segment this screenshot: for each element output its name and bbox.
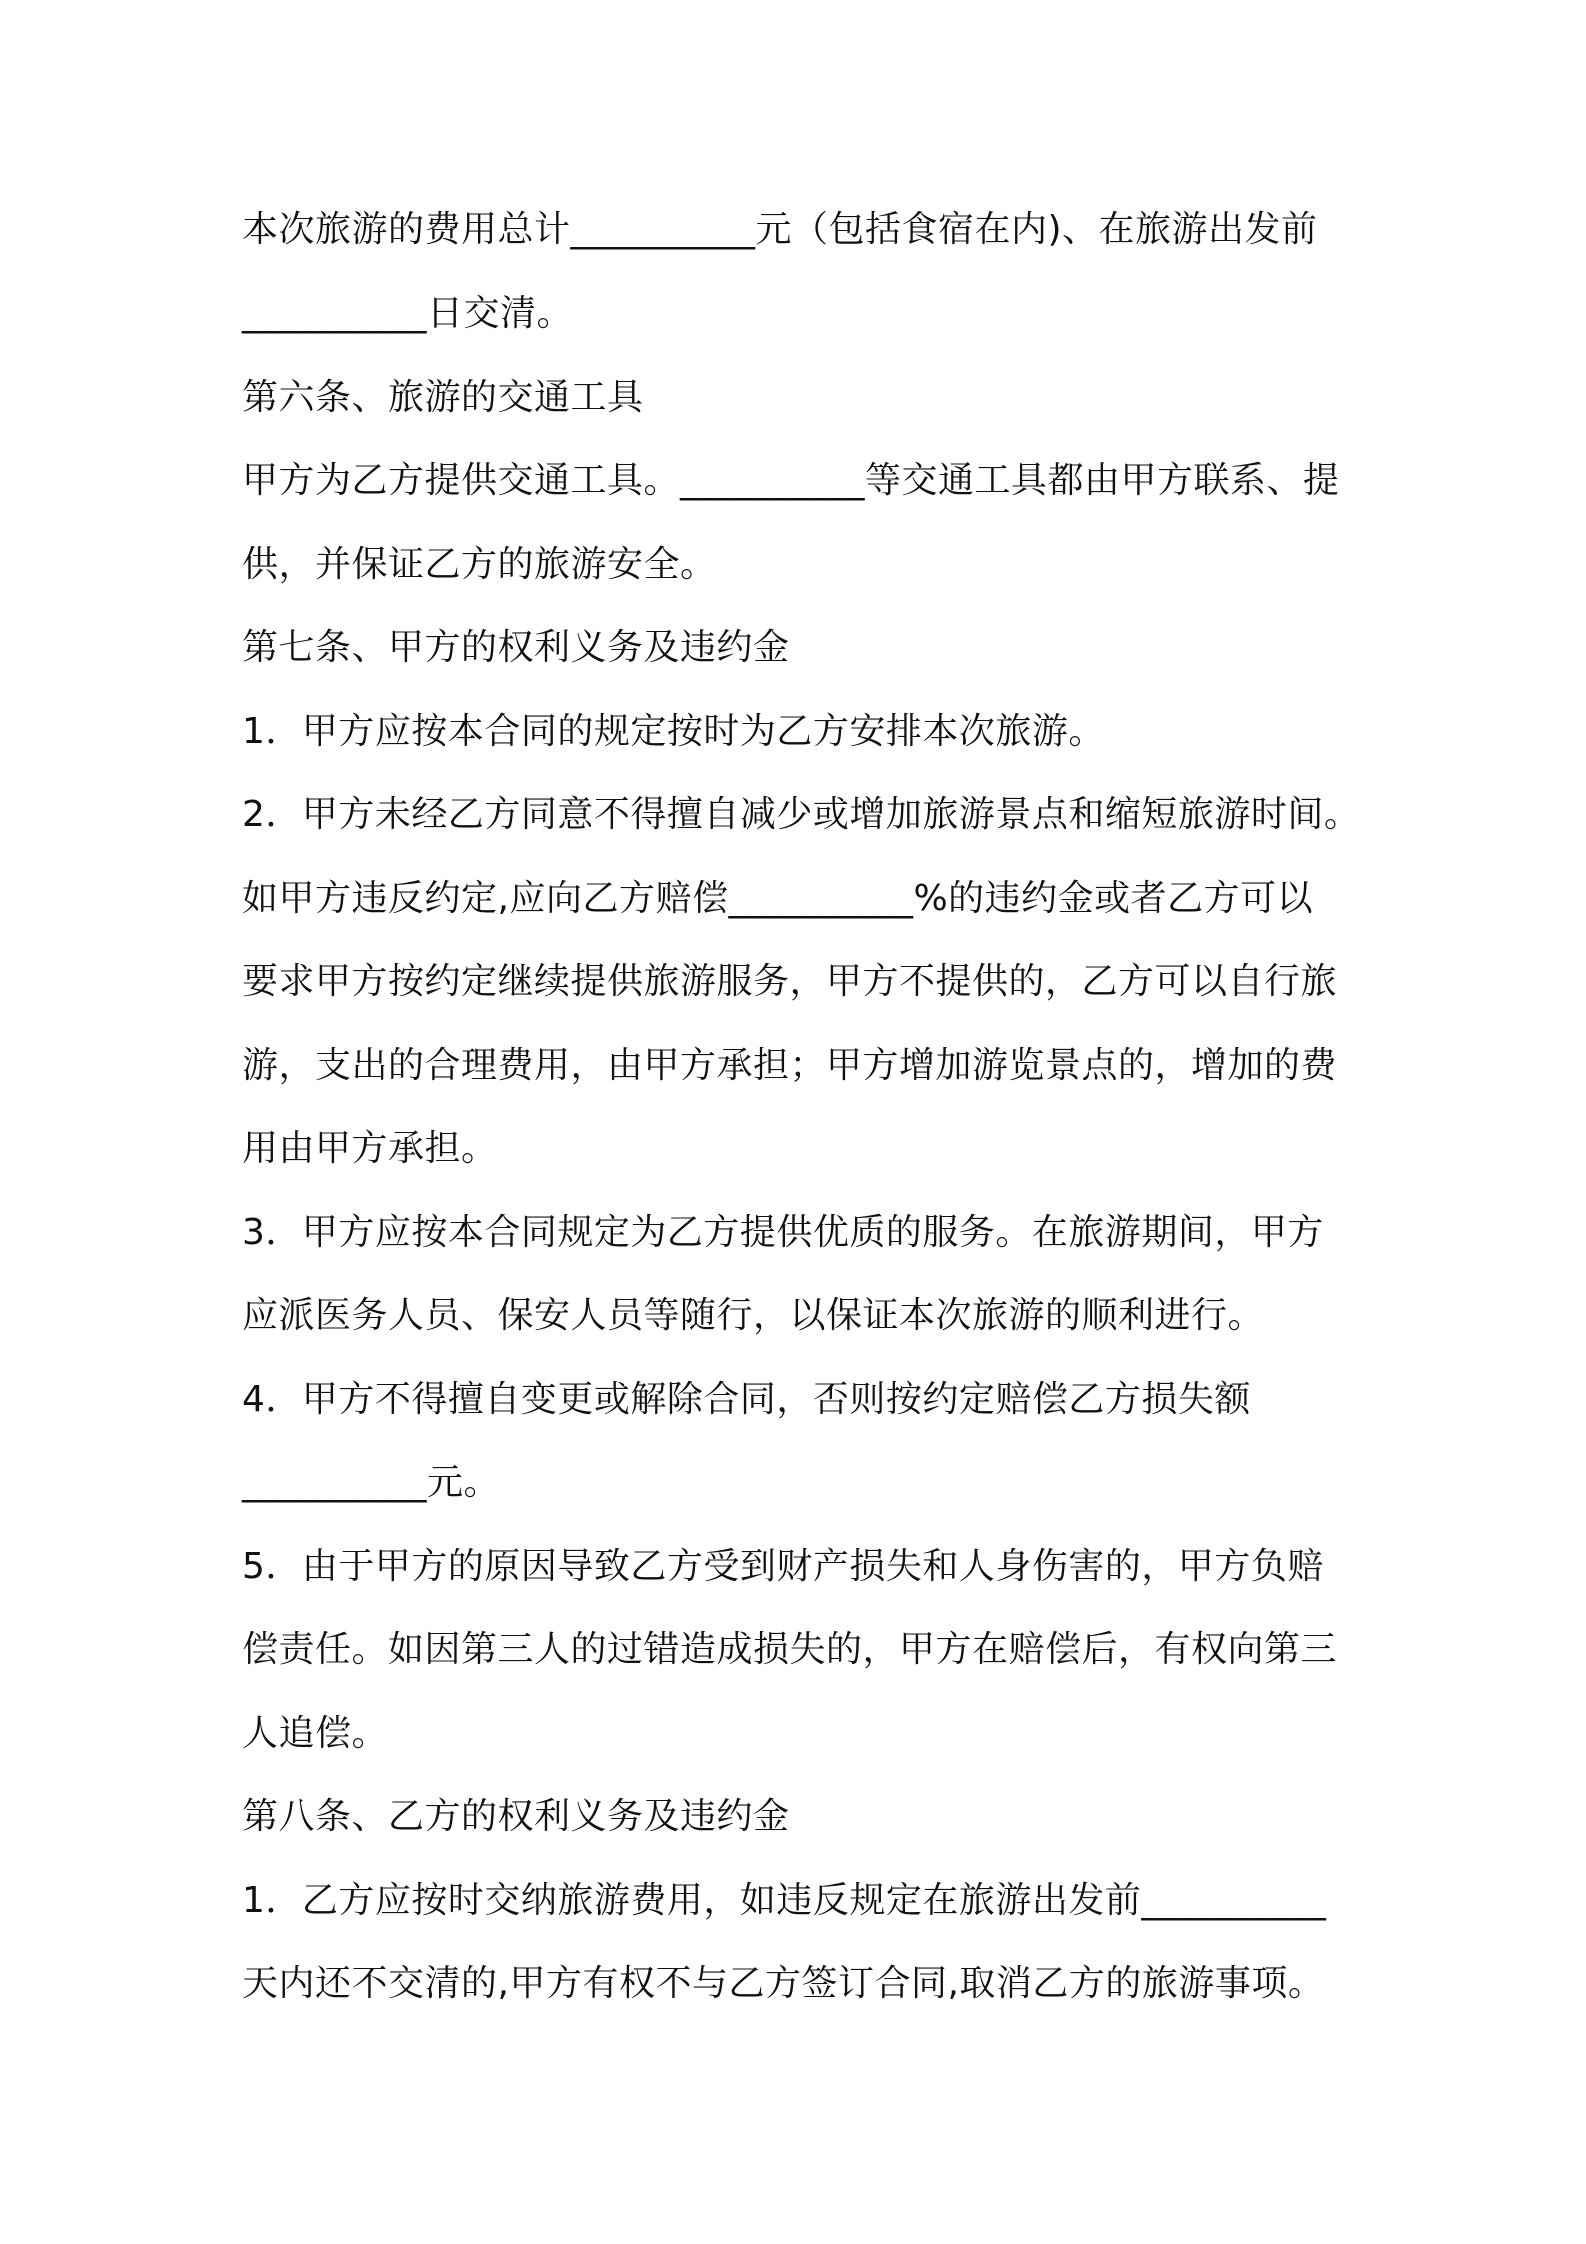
text-line: 2．甲方未经乙方同意不得擅自减少或增加旅游景点和缩短旅游时间。 <box>242 794 1361 835</box>
section-heading: 第六条、旅游的交通工具 <box>242 377 644 418</box>
text-line: 天内还不交清的,甲方有权不与乙方签订合同,取消乙方的旅游事项。 <box>242 1963 1325 2004</box>
text-line: 游，支出的合理费用，由甲方承担；甲方增加游览景点的，增加的费 <box>242 1045 1338 1086</box>
text-line: __________日交清。 <box>242 293 574 334</box>
text-line: 4．甲方不得擅自变更或解除合同，否则按约定赔偿乙方损失额 <box>242 1379 1251 1420</box>
text-line: 1．乙方应按时交纳旅游费用，如违反规定在旅游出发前__________ <box>242 1880 1327 1921</box>
text-line: 人追偿。 <box>242 1713 389 1754</box>
text-line: 偿责任。如因第三人的过错造成损失的，甲方在赔偿后，有权向第三 <box>242 1629 1338 1670</box>
text-line: 3．甲方应按本合同规定为乙方提供优质的服务。在旅游期间，甲方 <box>242 1212 1324 1253</box>
text-line: 甲方为乙方提供交通工具。__________等交通工具都由甲方联系、提 <box>242 460 1340 501</box>
text-line: 用由甲方承担。 <box>242 1128 498 1169</box>
text-line: 1．甲方应按本合同的规定按时为乙方安排本次旅游。 <box>242 711 1105 752</box>
text-line: 应派医务人员、保安人员等随行，以保证本次旅游的顺利进行。 <box>242 1295 1265 1336</box>
section-heading: 第七条、甲方的权利义务及违约金 <box>242 627 790 668</box>
text-line: __________元。 <box>242 1462 501 1503</box>
text-line: 如甲方违反约定,应向乙方赔偿__________%的违约金或者乙方可以 <box>242 878 1314 919</box>
section-heading: 第八条、乙方的权利义务及违约金 <box>242 1796 790 1837</box>
text-line: 本次旅游的费用总计__________元（包括食宿在内)、在旅游出发前 <box>242 209 1318 250</box>
text-line: 供，并保证乙方的旅游安全。 <box>242 544 717 585</box>
text-line: 要求甲方按约定继续提供旅游服务，甲方不提供的，乙方可以自行旅 <box>242 961 1338 1002</box>
text-line: 5．由于甲方的原因导致乙方受到财产损失和人身伤害的，甲方负赔 <box>242 1546 1324 1587</box>
